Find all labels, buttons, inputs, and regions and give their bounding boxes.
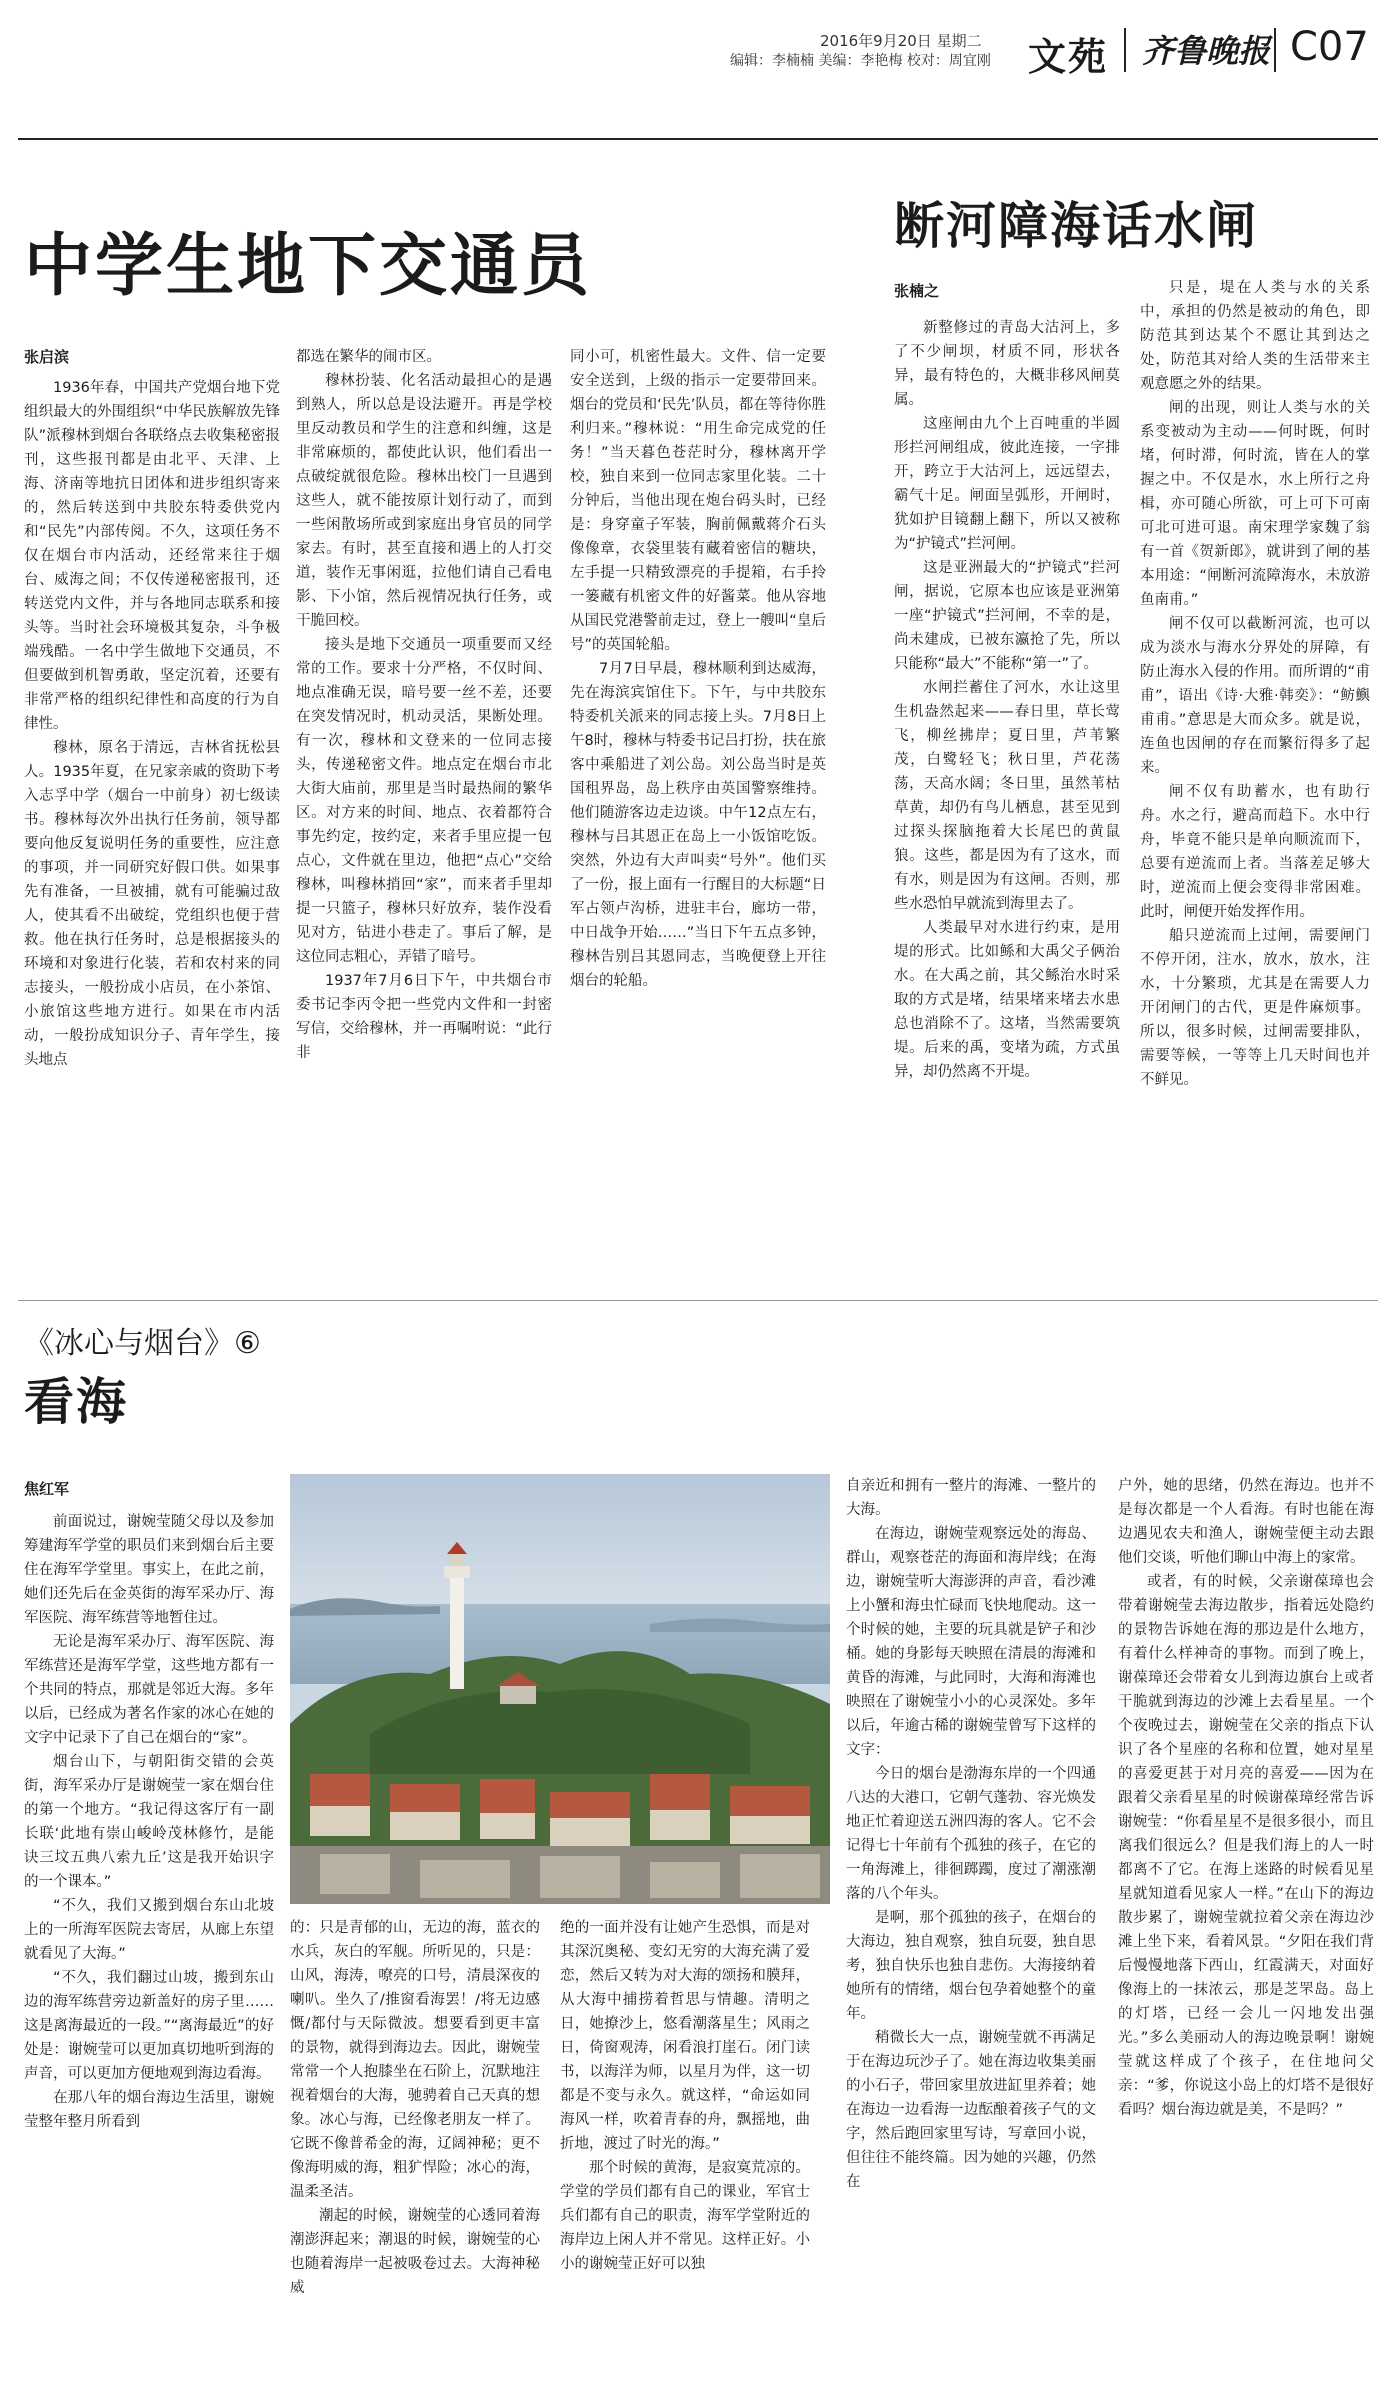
paragraph: 的：只是青郁的山，无边的海，蓝衣的水兵，灰白的军舰。所听见的，只是：山风，海涛，嘹亮的口号，清晨深夜的喇叭。坐久了/推窗看海罢！/将无边感慨/都付与天际微波。想要看到更丰富的景物，就得到海边去。因此，谢婉莹常常一个人抱膝坐在石阶上，沉默地注视着烟台的大海，驰骋着自己天真的想象。冰心与海，已经像老朋友一样了。它既不像普希金的海，辽阔神秘；更不像海明威的海，粗犷悍险；冰心的海，温柔圣洁。 xyxy=(290,1920,540,2200)
section-divider xyxy=(18,1300,1378,1301)
article-column xyxy=(570,345,826,1295)
paragraph: 在海边，谢婉莹观察远处的海岛、群山，观察苍茫的海面和海岸线；在海边，谢婉莹听大海澎湃的声音，看沙滩上小蟹和海虫忙碌而飞快地爬动。这一个时候的她，主要的玩具就是铲子和沙桶。她的身影每天映照在清晨的海滩和黄昏的海滩，与此同时，大海和海滩也映照在了谢婉莹小小的心灵深处。多年以后，年逾古稀的谢婉莹曾写下这样的文字： xyxy=(846,1526,1096,1758)
paragraph: 1936年春，中国共产党烟台地下党组织最大的外围组织“中华民族解放先锋队”派穆林到烟台各联络点去收集秘密报刊，这些报刊都是由北平、天津、上海、济南等地抗日团体和进步组织寄来的，然后转送到中共胶东特委供党内和“民先”内部传阅。不久，这项任务不仅在烟台市内活动，还经常来往于烟台、威海之间；不仅传递秘密报刊，还转送党内文件，并与各地同志联系和接头等。当时社会环境极其复杂，斗争极端残酷。一名中学生做地下交通员，不但要做到机智勇敢，坚定沉着，还要有非常严格的组织纪律性和高度的行为自律性。 xyxy=(24,380,280,732)
paragraph: 无论是海军采办厅、海军医院、海军练营还是海军学堂，这些地方都有一个共同的特点，那就是邻近大海。多年以后，已经成为著名作家的冰心在她的文字中记录下了自己在烟台的“家”。 xyxy=(24,1634,274,1746)
section-name: 文苑 xyxy=(1028,35,1109,79)
article-column xyxy=(296,345,552,1295)
paragraph: 新整修过的青岛大沽河上，多了不少闸坝，材质不同，形状各异，最有特色的，大概非移风闸莫属。 xyxy=(894,320,1120,408)
article-column xyxy=(894,316,1120,1266)
article-column xyxy=(846,1474,1096,2380)
article-title: 看海 xyxy=(24,1373,128,1431)
paragraph: 闸不仅有助蓄水，也有助行舟。水之行，避高而趋下。水中行舟，毕竟不能只是单向顺流而下，总要有逆流而上者。当落差足够大时，逆流而上便会变得非常困难。此时，闸便开始发挥作用。 xyxy=(1140,784,1370,920)
paragraph: 自亲近和拥有一整片的海滩、一整片的大海。 xyxy=(846,1478,1096,1518)
paragraph: 人类最早对水进行约束，是用堤的形式。比如鲧和大禹父子俩治水。在大禹之前，其父鲧治水时采取的方式是堵，结果堵来堵去水患总也消除不了。这堵，当然需要筑堤。后来的禹，变堵为疏，方式虽异，却仍然离不开堤。 xyxy=(894,920,1120,1080)
paragraph: “不久，我们翻过山坡，搬到东山边的海军练营旁边新盖好的房子里……这是离海最近的一段。”“离海最近”的好处是：谢婉莹可以更加真切地听到海的声音，可以更加方便地观到海边看海。 xyxy=(24,1970,274,2082)
article-title: 断河障海话水闸 xyxy=(894,197,1258,255)
paragraph: 稍微长大一点，谢婉莹就不再满足于在海边玩沙子了。她在海边收集美丽的小石子，带回家里放进缸里养着；她在海边一边看海一边酝酿着孩子气的文字，然后跑回家里写诗，写章回小说，但往往不能终篇。因为她的兴趣，仍然在 xyxy=(846,2030,1096,2190)
article-column xyxy=(290,1916,540,2380)
article-column xyxy=(24,376,280,1296)
paragraph: 绝的一面并没有让她产生恐惧，而是对其深沉奥秘、变幻无穷的大海充满了爱恋，然后又转为对大海的颂扬和膜拜，从大海中捕捞着哲思与情趣。清明之日，她撩沙上，悠看潮落星生；风雨之日，倚窗观涛，闲看浪打崖石。闭门读书，以海洋为师，以星月为伴，这一切都是不变与永久。就这样，“命运如同海风一样，吹着青春的舟，飘摇地，曲折地，渡过了时光的海。” xyxy=(560,1920,810,2152)
paragraph: 前面说过，谢婉莹随父母以及参加筹建海军学堂的职员们来到烟台后主要住在海军学堂里。事实上，在此之前，她们还先后在金英街的海军采办厅、海军医院、海军练营等地暂住过。 xyxy=(24,1514,274,1626)
article-title: 中学生地下交通员 xyxy=(24,227,593,306)
paragraph: 水闸拦蓄住了河水，水让这里生机盎然起来——春日里，草长莺飞，柳丝拂岸；夏日里，芦苇繁茂，白鹭轻飞；秋日里，芦花荡荡，天高水阔；冬日里，虽然苇枯草黄，却仍有鸟儿栖息，甚至见到过探头探脑拖着大长尾巴的黄鼠狼。这些，都是因为有了这水，而有水，则是因为有这闸。否则，那些水恐怕早就流到海里去了。 xyxy=(894,680,1120,912)
paragraph: 或者，有的时候，父亲谢葆璋也会带着谢婉莹去海边散步，指着远处隐约的景物告诉她在海的那边是什么地方，有着什么样神奇的事物。而到了晚上，谢葆璋还会带着女儿到海边旗台上或者干脆就到海边的沙滩上去看星星。一个个夜晚过去，谢婉莹在父亲的指点下认识了各个星座的名称和位置，她对星星的喜爱更甚于对月亮的喜爱——因为在跟着父亲看星星的时候谢葆璋经常告诉谢婉莹：“你看星星不是很多很小，而且离我们很远么？但是我们海上的人一时都离不了它。在海上迷路的时候看见星星就知道看见家人一样。”在山下的海边散步累了，谢婉莹就拉着父亲在海边沙滩上坐下来，看着风景。“夕阳在我们背后慢慢地落下西山，红霞满天，对面好像海上的一抹浓云，那是芝罘岛。岛上的灯塔，已经一会儿一闪地发出强光。”多么美丽动人的海边晚景啊！谢婉莹就这样成了个孩子，在住地问父亲：“爹，你说这小岛上的灯塔不是很好看吗？烟台海边就是美，不是吗？” xyxy=(1118,1574,1374,2118)
paragraph: 闸的出现，则让人类与水的关系变被动为主动——何时既，何时堵，何时滞，何时流，皆在人的掌握之中。不仅是水，水上所行之舟楫，亦可随心所欲，可上可下可南可北可进可退。南宋理学家魏了翁有一首《贺新郎》，就讲到了闸的基本用途：“闸断河流障海水，未放游鱼南甫。” xyxy=(1140,400,1370,608)
paragraph: 接头是地下交通员一项重要而又经常的工作。要求十分严格，不仅时间、地点准确无误，暗号要一丝不差，还要在突发情况时，机动灵活，果断处理。有一次，穆林和文登来的一位同志接头，传递秘密文件。地点定在烟台市北大街大庙前，那里是当时最热闹的繁华区。对方来的时间、地点、衣着都符合事先约定，按约定，来者手里应提一包点心，文件就在里边，他把“点心”交给穆林，叫穆林捎回“家”，而来者手里却提一只篮子，穆林只好放弃，装作没看见对方，钻进小巷走了。事后了解，是这位同志粗心，弄错了暗号。 xyxy=(296,637,552,965)
paragraph: 今日的烟台是渤海东岸的一个四通八达的大港口，它朝气蓬勃、容光焕发地正忙着迎送五洲四海的客人。它不会记得七十年前有个孤独的孩子，在它的一角海滩上，徘徊踯躅，度过了潮涨潮落的八个年头。 xyxy=(846,1766,1096,1902)
paragraph: 是啊，那个孤独的孩子，在烟台的大海边，独自观察，独自玩耍，独自思考，独自快乐也独自悲伤。大海接纳着她所有的情绪，烟台包孕着她整个的童年。 xyxy=(846,1910,1096,2022)
paragraph: 烟台山下，与朝阳街交错的会英街，海军采办厅是谢婉莹一家在烟台住的第一个地方。“我记得这客厅有一副长联‘此地有崇山峻岭茂林修竹，是能诀三坟五典八索九丘’这是我开始识字的一个课本。” xyxy=(24,1754,274,1890)
paragraph: 潮起的时候，谢婉莹的心透同着海潮澎湃起来；潮退的时候，谢婉莹的心也随着海岸一起被吸卷过去。大海神秘威 xyxy=(290,2208,540,2296)
article-author: 张启滨 xyxy=(24,348,70,366)
paragraph: 同小可，机密性最大。文件、信一定要安全送到，上级的指示一定要带回来。烟台的党员和‘民先’队员，都在等待你胜利归来。”穆林说：“用生命完成党的任务！”当天暮色苍茫时分，穆林离开学校，独自来到一位同志家里化装。二十分钟后，当他出现在炮台码头时，已经是：身穿童子军装，胸前佩戴蒋介石头像像章，衣袋里装有藏着密信的糖块，左手提一只精致漂亮的手提箱，右手拎一篓藏有机密文件的好酱菜。他从容地从国民党港警前走过，登上一艘叫“皇后号”的英国轮船。 xyxy=(570,349,826,653)
page-number: C07 xyxy=(1290,24,1369,70)
paragraph: 这座闸由九个上百吨重的半圆形拦河闸组成，彼此连接，一字排开，跨立于大沽河上，远远望去，霸气十足。闸面呈弧形，开闸时，犹如护目镜翻上翻下，所以又被称为“护镜式”拦河闸。 xyxy=(894,416,1120,552)
paragraph: 都选在繁华的闹市区。 xyxy=(296,349,441,365)
article-column xyxy=(560,1916,810,2380)
paragraph: 1937年7月6日下午，中共烟台市委书记李丙令把一些党内文件和一封密写信，交给穆林，并一再嘱咐说：“此行非 xyxy=(296,973,552,1061)
paragraph: 闸不仅可以截断河流，也可以成为淡水与海水分界处的屏障，有防止海水入侵的作用。而所谓的“甫甫”，语出《诗·大雅·韩奕》：“鲂鱮甫甫。”意思是大而众多。就是说，连鱼也因闸的存在而繁衍得多了起来。 xyxy=(1140,616,1370,776)
newspaper-logo: 齐鲁晚报 xyxy=(1142,32,1271,70)
masthead-divider xyxy=(1124,28,1126,72)
paragraph: 这是亚洲最大的“护镜式”拦河闸，据说，它原本也应该是亚洲第一座“护镜式”拦河闸，不幸的是，尚未建成，已被东瀛抢了先，所以只能称“最大”不能称“第一”了。 xyxy=(894,560,1120,672)
paragraph: 穆林扮装、化名活动最担心的是遇到熟人，所以总是设法避开。再是学校里反动教员和学生的注意和纠缠，这是非常麻烦的，都使此认识，他们看出一点破绽就很危险。穆林出校门一旦遇到这些人，就不能按原计划行动了，而到一些闲散场所或到家庭出身官员的同学家去。有时，甚至直接和遇上的人打交道，装作无事闲逛，拉他们请自己看电影、下小馆，然后视情况执行任务，或干脆回校。 xyxy=(296,373,552,629)
masthead-divider xyxy=(1274,28,1276,72)
paragraph: 穆林，原名于清远，吉林省抚松县人。1935年夏，在兄家亲戚的资助下考入志孚中学（烟台一中前身）初七级读书。穆林每次外出执行任务前，领导都要向他反复说明任务的重要性，应注意的事项，并一同研究好假口供。如果事先有准备，一旦被捕，就有可能骗过敌人，使其看不出破绽，党组织也便于营救。他在执行任务时，总是根据接头的环境和对象进行化装，若和农村来的同志接头，一般扮成小店员，在小茶馆、小旅馆这些地方进行。如果在市内活动，一般扮成知识分子、青年学生，接头地点 xyxy=(24,740,280,1068)
paragraph: “不久，我们又搬到烟台东山北坡上的一所海军医院去寄居，从廊上东望就看见了大海。” xyxy=(24,1898,274,1962)
paragraph: 只是，堤在人类与水的关系中，承担的仍然是被动的角色，即防范其到达某个不愿让其到达之处，防范其对给人类的生活带来主观意愿之外的结果。 xyxy=(1140,280,1370,392)
paragraph: 船只逆流而上过闸，需要闸门不停开闭，注水，放水，放水，注水，十分繁琐，尤其是在需要人力开闭闸门的古代，更是件麻烦事。所以，很多时候，过闸需要排队，需要等候，一等等上几天时间也并不鲜见。 xyxy=(1140,928,1370,1088)
article-column xyxy=(1118,1474,1374,2380)
series-title: 《冰心与烟台》⑥ xyxy=(24,1326,261,1361)
article-column xyxy=(1140,276,1370,1266)
masthead-rule xyxy=(18,138,1378,140)
yantai-hill-lighthouse-photo xyxy=(290,1474,830,1904)
editor-credits: 编辑：李楠楠 美编：李艳梅 校对：周宜刚 xyxy=(730,53,991,69)
article-column xyxy=(24,1510,274,2380)
paragraph: 户外，她的思绪，仍然在海边。也并不是每次都是一个人看海。有时也能在海边遇见农夫和渔人，谢婉莹便主动去跟他们交谈，听他们聊山中海上的家常。 xyxy=(1118,1478,1374,1566)
paragraph: 那个时候的黄海，是寂寞荒凉的。学堂的学员们都有自己的课业，军官士兵们都有自己的职责，海军学堂附近的海岸边上闲人并不常见。这样正好。小小的谢婉莹正好可以独 xyxy=(560,2160,810,2272)
article-author: 张楠之 xyxy=(894,282,940,300)
article-author: 焦红军 xyxy=(24,1480,70,1498)
paragraph: 7月7日早晨，穆林顺利到达威海，先在海滨宾馆住下。下午，与中共胶东特委机关派来的同志接上头。7月8日上午8时，穆林与特委书记吕打扮，扶在旅客中乘船进了刘公岛。刘公岛当时是英国租界岛，岛上秩序由英国警察维持。他们随游客边走边谈。中午12点左右，穆林与吕其恩正在岛上一小饭馆吃饭。突然，外边有大声叫卖“号外”。他们买了一份，报上面有一行醒目的大标题“日军占领卢沟桥，进驻丰台，廊坊一带，中日战争开始……”当日下午五点多钟，穆林告别吕其恩同志，当晚便登上开往烟台的轮船。 xyxy=(570,661,826,989)
paragraph: 在那八年的烟台海边生活里，谢婉莹整年整月所看到 xyxy=(24,2090,274,2130)
issue-date: 2016年9月20日 星期二 xyxy=(820,32,982,50)
